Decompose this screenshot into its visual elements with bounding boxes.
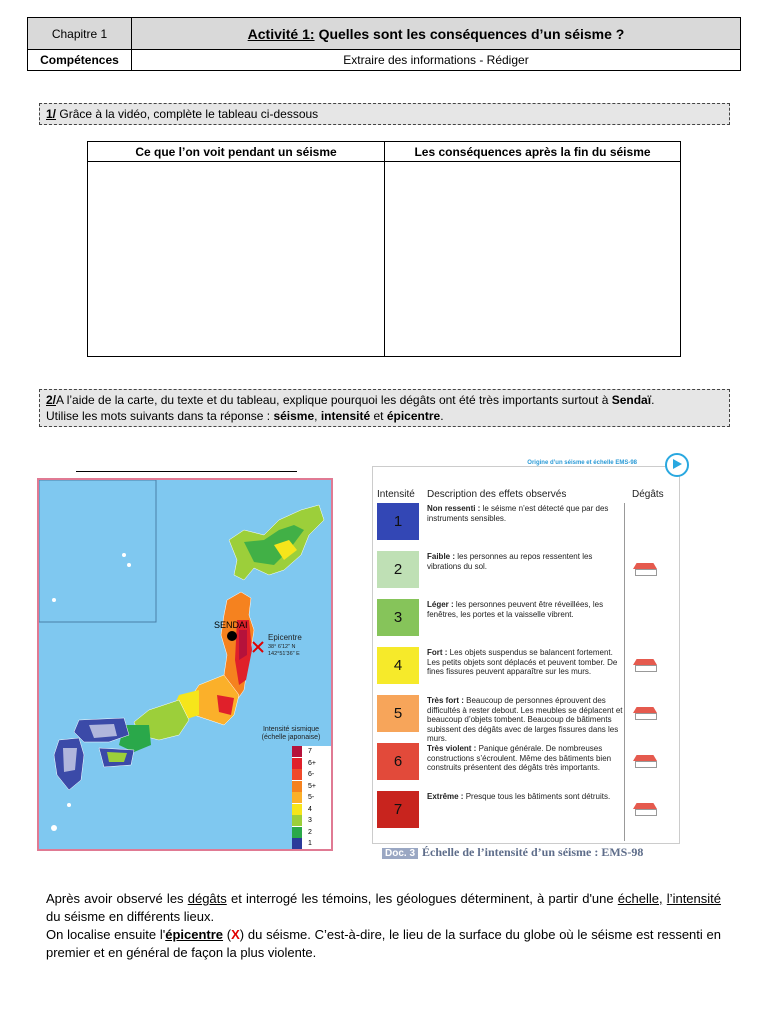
question-2-line-2 (46, 408, 723, 424)
scale-row (377, 647, 677, 684)
map-legend-title (249, 726, 333, 742)
scale-description (427, 648, 627, 677)
doc3-caption (382, 845, 643, 860)
legend-label: 5- (308, 794, 315, 801)
map-legend-title-1: Intensité sismique (262, 726, 320, 733)
scale-description (427, 792, 627, 802)
keyword-epicentre: épicentre (386, 409, 441, 423)
house-damage-icon (631, 563, 661, 577)
answer-line (76, 471, 297, 472)
scale-level: 6 (377, 743, 419, 780)
scale-level: 4 (377, 647, 419, 684)
header-table (27, 17, 741, 71)
scale-description (427, 600, 627, 619)
para-degats: dégâts (187, 891, 227, 906)
scale-description-text: Panique générale. De nombreuses constructions s’écroulent. Même des bâtiments bien construits présentent des dégâts très importants. (427, 744, 612, 772)
table-header-after: Les conséquences après la fin du séisme (385, 142, 680, 162)
scale-description-title: Fort : (427, 648, 448, 657)
question-2-text-a: A l’aide de la carte, du texte et du tableau, explique pourquoi les dégâts ont été très importants surtout à (56, 393, 612, 407)
legend-label: 6+ (308, 759, 316, 767)
scale-description-title: Léger : (427, 600, 454, 609)
scale-description (427, 744, 627, 773)
answer-table (87, 141, 681, 357)
house-damage-icon (631, 659, 661, 673)
scale-description-title: Très violent : (427, 744, 477, 753)
para-text-5: ( (223, 927, 232, 942)
legend-swatch (292, 781, 302, 792)
question-2 (39, 389, 730, 427)
map-coord-2: 142°51'36" E (268, 651, 300, 657)
para-intensite: l’intensité (666, 891, 721, 906)
scale-header-damage: Dégâts (632, 489, 664, 500)
legend-label: 5+ (308, 782, 316, 790)
map-epicenter-label: Epicentre (268, 633, 302, 642)
para-x-mark: X (231, 927, 240, 942)
scale-description-title: Non ressenti : (427, 504, 481, 513)
house-damage-icon (631, 707, 661, 721)
keyword-seisme: séisme (273, 409, 315, 423)
scale-level: 7 (377, 791, 419, 828)
table-divider (384, 162, 385, 356)
question-1-number: 1/ (46, 107, 57, 121)
para-epicentre: épicentre (165, 927, 224, 942)
map-city-label: SENDAI (214, 620, 248, 630)
scale-description-text: Presque tous les bâtiments sont détruits. (463, 792, 611, 801)
legend-label: 4 (308, 805, 312, 813)
para-text-1: Après avoir observé les (46, 891, 188, 906)
intensity-scale-doc (372, 460, 680, 844)
question-2-text-c: . (651, 393, 655, 407)
legend-label: 1 (308, 840, 312, 847)
scale-description-title: Très fort : (427, 696, 464, 705)
table-header-during: Ce que l’on voit pendant un séisme (88, 142, 385, 162)
scale-level: 3 (377, 599, 419, 636)
scale-row (377, 503, 677, 540)
para-text-2: et interrogé les témoins, les géologues déterminent, à partir d'une (226, 891, 618, 906)
legend-label: 7 (308, 748, 312, 755)
scale-row (377, 551, 677, 588)
scale-row (377, 695, 677, 743)
activity-title: Quelles sont les conséquences d’un séisme ? (318, 25, 625, 42)
doc3-title: Échelle de l’intensité d’un séisme : EMS-98 (422, 845, 644, 859)
para-text-3: du séisme en différents lieux. (46, 909, 215, 924)
legend-label: 2 (308, 828, 312, 836)
scale-header-intensity: Intensité (377, 489, 415, 500)
activity-label: Activité 1: (247, 25, 315, 42)
legend-label: 6- (308, 771, 315, 778)
question-1-text: Grâce à la vidéo, complète le tableau ci-dessous (59, 107, 319, 121)
scale-description-text: le séisme n’est détecté que par des instruments sensibles. (427, 504, 609, 523)
map-coord-1: 38° 6'12" N (268, 644, 296, 650)
para-echelle: échelle, (617, 891, 663, 906)
scale-top-text: Origine d’un séisme et échelle EMS-98 (527, 460, 637, 466)
map-legend-title-2: (échelle japonaise) (261, 734, 321, 741)
play-icon[interactable] (665, 453, 689, 477)
scale-level: 5 (377, 695, 419, 732)
scale-header-description: Description des effets observés (427, 489, 567, 500)
map-legend (292, 746, 332, 851)
sep-1: , (314, 409, 321, 423)
legend-swatch (292, 758, 302, 769)
scale-description-text: Les objets suspendus se balancent fortement. Les petits objets sont déplacés et peuvent tomber. De fines fissures peuvent apparaître sur les murs. (427, 648, 618, 676)
doc3-tag: Doc. 3 (382, 848, 418, 859)
legend-label: 3 (308, 817, 312, 824)
scale-row (377, 599, 677, 636)
para-text-6: ) du séisme. C’est-à-dire, le lieu de la surface du globe où le séisme est ressenti en premier et en général de façon la plus violente. (46, 927, 721, 960)
legend-swatch (292, 804, 302, 815)
question-2-line-1 (46, 392, 723, 408)
house-damage-icon (631, 803, 661, 817)
sep-2: et (370, 409, 387, 423)
question-1 (39, 103, 730, 125)
scale-row (377, 791, 677, 828)
legend-swatch (292, 815, 302, 826)
competences-label: Compétences (28, 50, 132, 70)
chapter-cell: Chapitre 1 (28, 18, 132, 50)
japan-map-svg (39, 480, 331, 849)
question-2-sendai: Sendaï (611, 393, 652, 407)
scale-description-title: Faible : (427, 552, 456, 561)
scale-description-text: Beaucoup de personnes éprouvent des difficultés à rester debout. Les meubles se déplacent et beaucoup d’objets tombent. Beaucoup de bâtiments subissent des dégâts avec de larges fissures dans les murs. (427, 696, 623, 743)
scale-level: 1 (377, 503, 419, 540)
scale-description (427, 552, 627, 571)
activity-title-cell (132, 18, 740, 50)
scale-description-text: les personnes au repos ressentent les vibrations du sol. (427, 552, 593, 571)
japan-intensity-map (37, 478, 333, 851)
legend-swatch (292, 838, 302, 849)
scale-row (377, 743, 677, 780)
keyword-intensite: intensité (320, 409, 371, 423)
legend-swatch (292, 746, 302, 757)
legend-swatch (292, 827, 302, 838)
scale-description (427, 696, 627, 744)
scale-level: 2 (377, 551, 419, 588)
legend-swatch (292, 792, 302, 803)
scale-description-title: Extrême : (427, 792, 464, 801)
legend-swatch (292, 769, 302, 780)
question-2-end: . (440, 409, 444, 423)
competences-value: Extraire des informations - Rédiger (343, 53, 529, 67)
question-2-number: 2/ (46, 393, 57, 407)
scale-description (427, 504, 627, 523)
explanation-paragraph (46, 890, 721, 962)
question-2-text-b: Utilise les mots suivants dans ta réponse : (46, 409, 274, 423)
para-text-4: On localise ensuite l' (46, 927, 166, 942)
scale-description-text: les personnes peuvent être réveillées, les fenêtres, les portes et la vaisselle vibrent. (427, 600, 604, 619)
house-damage-icon (631, 755, 661, 769)
